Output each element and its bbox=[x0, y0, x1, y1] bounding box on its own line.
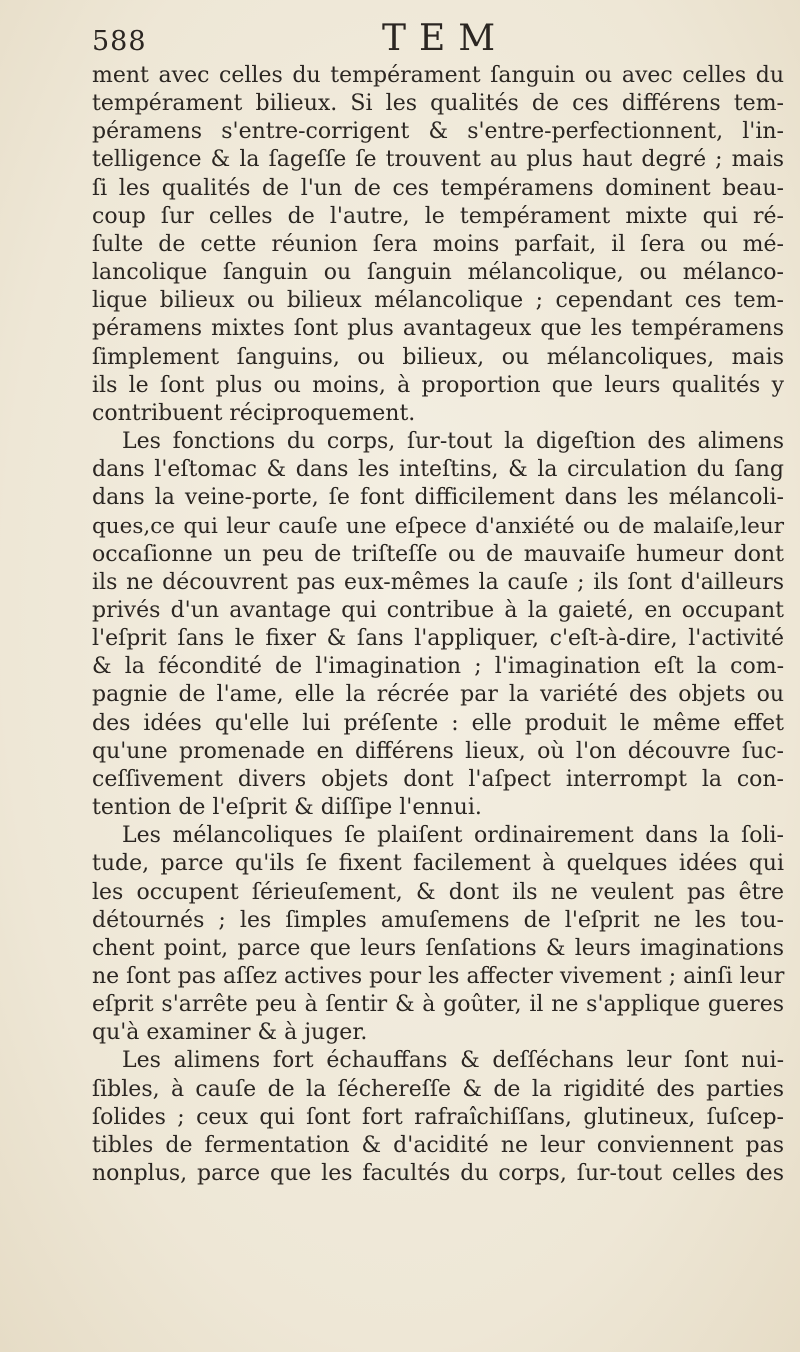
text-line: ils ne découvrent pas eux-mêmes la cauſe ; ils ſont d'ailleurs bbox=[92, 569, 784, 595]
text-line: Les fonctions du corps, ſur-tout la digeſtion des alimens bbox=[122, 429, 784, 455]
text-line: des idées qu'elle lui préſente : elle produit le même effet bbox=[92, 710, 784, 736]
text-line: l'eſprit ſans le fixer & ſans l'appliquer, c'eſt-à-dire, l'activité bbox=[92, 626, 784, 652]
page-number: 588 bbox=[92, 26, 147, 57]
text-line: eſprit s'arrête peu à ſentir & à goûter, il ne s'applique gueres bbox=[92, 992, 784, 1018]
text-line: lique bilieux ou bilieux mélancolique ; cependant ces tem- bbox=[92, 288, 784, 314]
text-line: coup ſur celles de l'autre, le tempérament mixte qui ré- bbox=[92, 203, 784, 229]
text-line: telligence & la ſageſſe ſe trouvent au plus haut degré ; mais bbox=[92, 147, 784, 173]
text-line: ceſſivement divers objets dont l'aſpect interrompt la con- bbox=[92, 766, 784, 792]
text-line: qu'à examiner & à juger. bbox=[92, 1020, 368, 1046]
text-line: chent point, parce que leurs ſenſations & leurs imaginations bbox=[92, 935, 784, 961]
text-line: ſi les qualités de l'un de ces tempéramens dominent beau- bbox=[92, 175, 784, 201]
text-line: ſolides ; ceux qui ſont fort rafraîchiſſans, glutineux, ſuſcep- bbox=[92, 1104, 784, 1130]
text-line: contribuent réciproquement. bbox=[92, 400, 416, 426]
text-line: tention de l'eſprit & diſſipe l'ennui. bbox=[92, 795, 482, 821]
text-line: ils le ſont plus ou moins, à proportion que leurs qualités y bbox=[92, 372, 784, 398]
text-line: occaſionne un peu de triſteſſe ou de mauvaiſe humeur dont bbox=[92, 541, 784, 567]
text-line: ne ſont pas aſſez actives pour les affecter vivement ; ainſi leur bbox=[92, 964, 785, 989]
text-line: lancolique ſanguin ou ſanguin mélancolique, ou mélanco- bbox=[92, 260, 784, 286]
text-line: ſibles, à cauſe de la ſéchereſſe & de la rigidité des parties bbox=[92, 1076, 784, 1102]
text-line: dans l'eſtomac & dans les inteſtins, & la circulation du ſang bbox=[92, 457, 784, 483]
text-line: ment avec celles du tempérament ſanguin ou avec celles du bbox=[92, 63, 784, 88]
text-line: ſulte de cette réunion ſera moins parfait, il ſera ou mé- bbox=[92, 231, 784, 257]
text-line: tude, parce qu'ils ſe fixent facilement à quelques idées qui bbox=[92, 851, 784, 877]
text-line: privés d'un avantage qui contribue à la gaieté, en occupant bbox=[92, 597, 784, 623]
text-line: détournés ; les ſimples amuſemens de l'eſprit ne les tou- bbox=[92, 907, 784, 933]
text-line: & la fécondité de l'imagination ; l'imagination eſt la com- bbox=[92, 654, 784, 680]
page-header bbox=[92, 14, 760, 62]
running-head: TEM bbox=[382, 18, 509, 59]
body-text bbox=[92, 62, 784, 1188]
text-line: ques,ce qui leur cauſe une eſpece d'anxiété ou de malaiſe,leur bbox=[92, 513, 784, 539]
text-line: pagnie de l'ame, elle la récrée par la variété des objets ou bbox=[92, 682, 784, 708]
text-line: péramens s'entre-corrigent & s'entre-perfectionnent, l'in- bbox=[92, 119, 784, 145]
text-line: tibles de fermentation & d'acidité ne leur conviennent pas bbox=[92, 1132, 784, 1158]
text-line: péramens mixtes ſont plus avantageux que les tempéramens bbox=[92, 316, 784, 342]
text-line: Les alimens fort échauffans & deſſéchans leur ſont nui- bbox=[122, 1048, 784, 1074]
text-line: nonplus, parce que les facultés du corps, ſur-tout celles des bbox=[92, 1161, 784, 1187]
text-line: tempérament bilieux. Si les qualités de ces différens tem- bbox=[92, 91, 784, 117]
text-line: ſimplement ſanguins, ou bilieux, ou mélancoliques, mais bbox=[92, 344, 784, 370]
text-line: Les mélancoliques ſe plaiſent ordinairement dans la ſoli- bbox=[122, 823, 784, 849]
text-line: dans la veine-porte, ſe font difficilement dans les mélancoli- bbox=[92, 485, 784, 511]
text-line: les occupent ſérieuſement, & dont ils ne veulent pas être bbox=[92, 879, 784, 905]
text-line: qu'une promenade en différens lieux, où l'on découvre ſuc- bbox=[92, 738, 784, 764]
